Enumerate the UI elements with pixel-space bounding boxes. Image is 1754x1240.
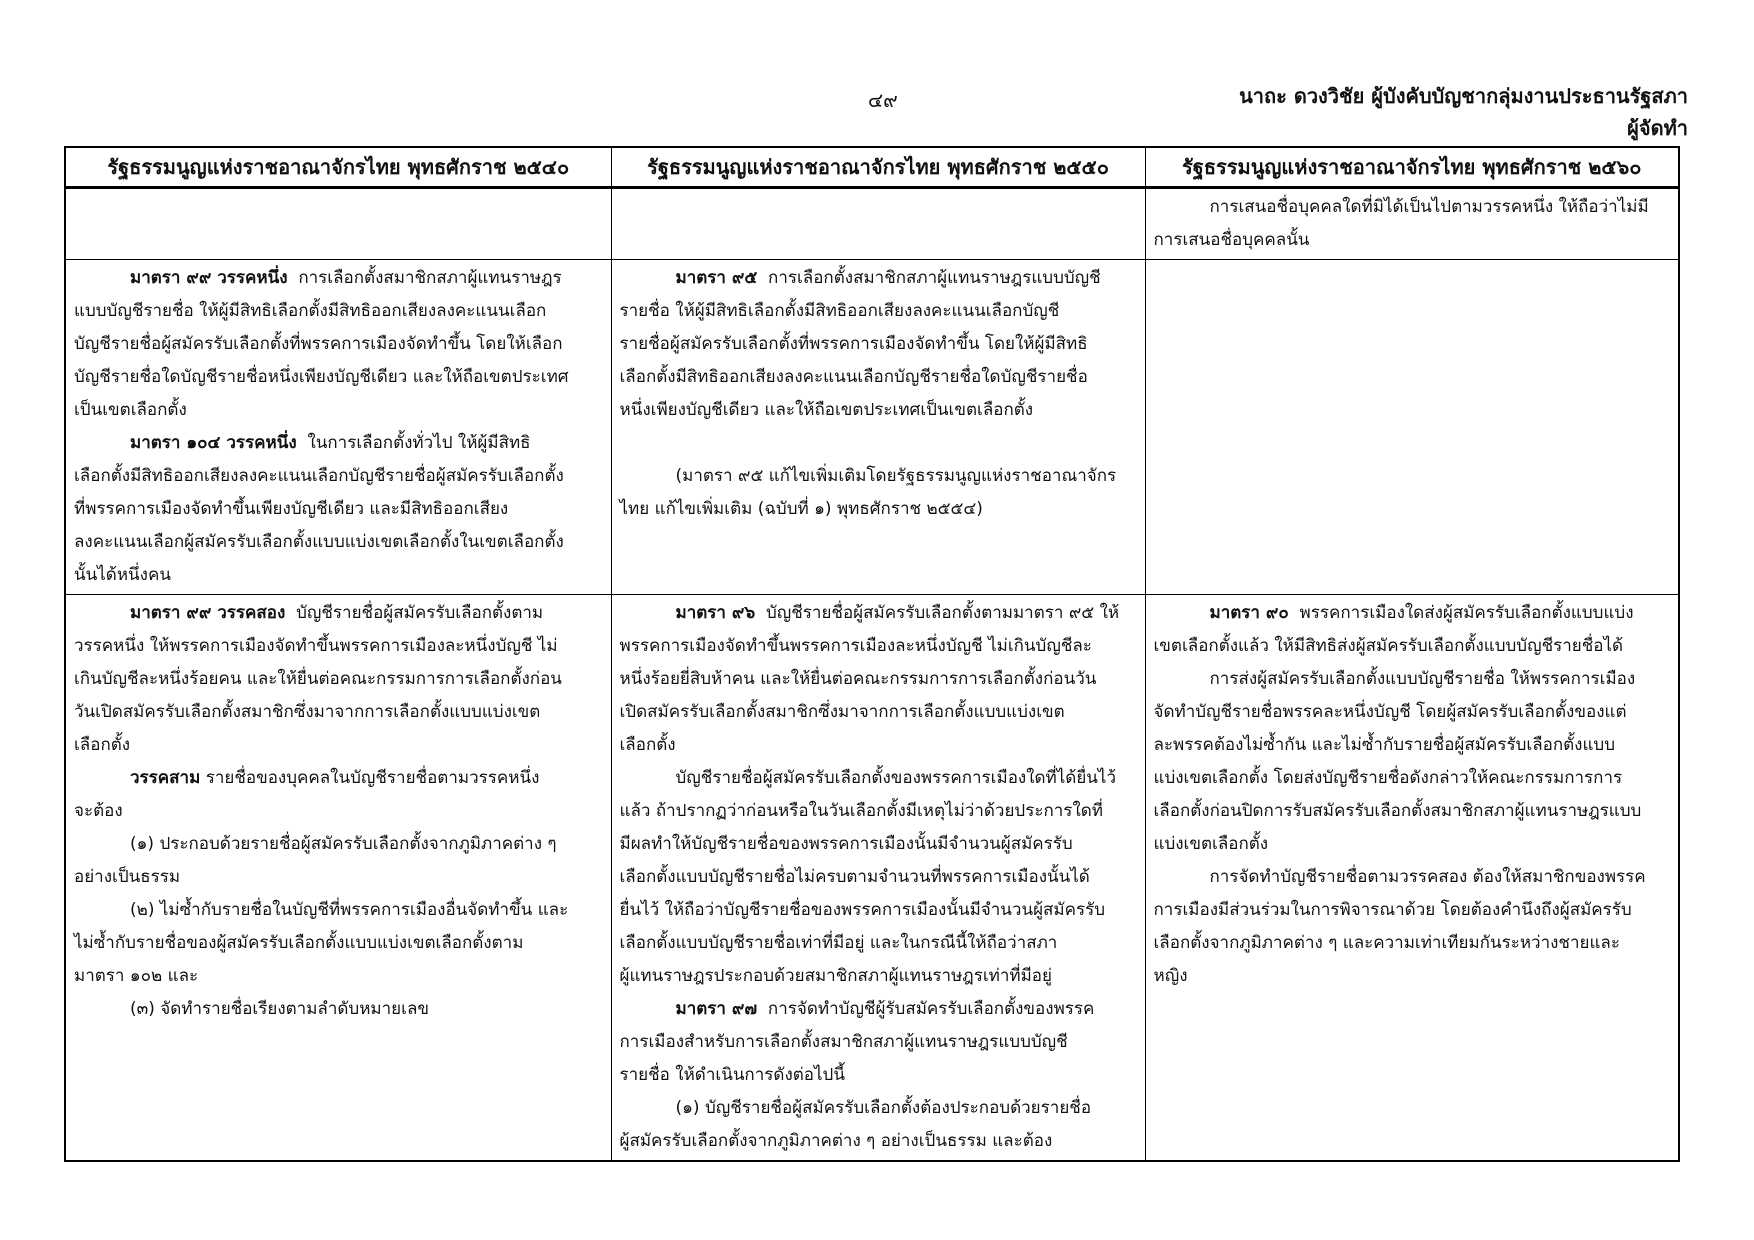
line-text: การเสนอชื่อบุคคลใดที่มิได้เป็นไปตามวรรคหนึ่ง ให้ถือว่าไม่มี bbox=[1209, 197, 1649, 217]
line-text: ผู้แทนราษฎรประกอบด้วยสมาชิกสภาผู้แทนราษฎรเท่าที่มีอยู่ bbox=[619, 966, 1052, 986]
cell-2560 bbox=[1145, 260, 1679, 595]
text-line bbox=[1154, 927, 1671, 960]
line-text: (๑) ประกอบด้วยรายชื่อผู้สมัครรับเลือกตั้งจากภูมิภาคต่าง ๆ bbox=[130, 834, 557, 854]
line-text: ลงคะแนนเลือกผู้สมัครรับเลือกตั้งแบบแบ่งเขตเลือกตั้งในเขตเลือกตั้ง bbox=[74, 532, 564, 552]
line-text: ไม่ซ้ำกับรายชื่อของผู้สมัครรับเลือกตั้งแบบแบ่งเขตเลือกตั้งตาม bbox=[74, 933, 524, 953]
line-text: เปิดสมัครรับเลือกตั้งสมาชิกซึ่งมาจากการเลือกตั้งแบบแบ่งเขต bbox=[619, 702, 1065, 722]
section-reference: มาตรา ๑๐๔ วรรคหนึ่ง bbox=[130, 433, 297, 453]
line-text: เลือกตั้งมีสิทธิออกเสียงลงคะแนนเลือกบัญชีรายชื่อใดบัญชีรายชื่อ bbox=[619, 367, 1088, 387]
text-line bbox=[620, 1092, 1137, 1125]
text-line bbox=[1154, 861, 1671, 894]
line-text: เป็นเขตเลือกตั้ง bbox=[74, 400, 187, 420]
page-number: ๔๙ bbox=[868, 88, 898, 112]
constitution-comparison-table bbox=[64, 146, 1680, 1162]
line-text: จะต้อง bbox=[74, 801, 123, 821]
text-line bbox=[74, 663, 603, 696]
line-text: การจัดทำบัญชีรายชื่อตามวรรคสอง ต้องให้สมาชิกของพรรค bbox=[1209, 867, 1646, 887]
text-line bbox=[620, 894, 1137, 927]
text-line bbox=[74, 993, 603, 1026]
text-line bbox=[1154, 729, 1671, 762]
line-text: ในการเลือกตั้งทั่วไป ให้ผู้มีสิทธิ bbox=[296, 433, 531, 453]
text-line bbox=[620, 597, 1137, 630]
line-text: รายชื่อของบุคคลในบัญชีรายชื่อตามวรรคหนึ่ง bbox=[200, 768, 540, 788]
text-line bbox=[620, 361, 1137, 394]
line-text: รายชื่อ ให้ผู้มีสิทธิเลือกตั้งมีสิทธิออกเสียงลงคะแนนเลือกบัญชี bbox=[619, 301, 1060, 321]
text-line bbox=[74, 460, 603, 493]
table-row bbox=[65, 595, 1679, 1162]
line-text: หนึ่งร้อยยี่สิบห้าคน และให้ยื่นต่อคณะกรรมการการเลือกตั้งก่อนวัน bbox=[619, 669, 1097, 689]
cell-2540 bbox=[65, 188, 611, 260]
section-reference: วรรคสาม bbox=[130, 768, 201, 788]
text-line bbox=[74, 493, 603, 526]
line-text: ที่พรรคการเมืองจัดทำขึ้นเพียงบัญชีเดียว และมีสิทธิออกเสียง bbox=[74, 499, 509, 519]
line-text: ยื่นไว้ ให้ถือว่าบัญชีรายชื่อของพรรคการเมืองนั้นมีจำนวนผู้สมัครรับ bbox=[619, 900, 1106, 920]
line-text: การเมืองมีส่วนร่วมในการพิจารณาด้วย โดยต้องคำนึงถึงผู้สมัครรับ bbox=[1153, 900, 1632, 920]
line-text: แล้ว ถ้าปรากฏว่าก่อนหรือในวันเลือกตั้งมีเหตุไม่ว่าด้วยประการใดที่ bbox=[619, 801, 1103, 821]
cell-2550 bbox=[611, 260, 1145, 595]
cell-2550 bbox=[611, 188, 1145, 260]
line-text: มีผลทำให้บัญชีรายชื่อของพรรคการเมืองนั้นมีจำนวนผู้สมัครรับ bbox=[619, 834, 1073, 854]
line-text: เลือกตั้ง bbox=[619, 735, 676, 755]
line-text: (มาตรา ๙๕ แก้ไขเพิ่มเติมโดยรัฐธรรมนูญแห่งราชอาณาจักร bbox=[675, 466, 1117, 486]
text-line bbox=[620, 328, 1137, 361]
text-line bbox=[620, 1125, 1137, 1158]
text-line bbox=[1154, 224, 1671, 257]
line-text: บัญชีรายชื่อใดบัญชีรายชื่อหนึ่งเพียงบัญชีเดียว และให้ถือเขตประเทศ bbox=[74, 367, 569, 387]
line-text: หนึ่งเพียงบัญชีเดียว และให้ถือเขตประเทศเป็นเขตเลือกตั้ง bbox=[619, 400, 1034, 420]
section-reference: มาตรา ๙๕ bbox=[675, 268, 758, 288]
line-text: ไทย แก้ไขเพิ่มเติม (ฉบับที่ ๑) พุทธศักราช ๒๕๕๔) bbox=[619, 499, 983, 519]
text-line bbox=[74, 861, 603, 894]
text-line bbox=[74, 960, 603, 993]
text-line bbox=[1154, 191, 1671, 224]
section-reference: มาตรา ๙๖ bbox=[675, 603, 756, 623]
text-line bbox=[74, 597, 603, 630]
line-text: วรรคหนึ่ง ให้พรรคการเมืองจัดทำขึ้นพรรคการเมืองละหนึ่งบัญชี ไม่ bbox=[74, 636, 558, 656]
text-line bbox=[620, 427, 1137, 460]
line-text: ผู้สมัครรับเลือกตั้งจากภูมิภาคต่าง ๆ อย่างเป็นธรรม และต้อง bbox=[619, 1131, 1053, 1151]
text-line bbox=[1154, 762, 1671, 795]
text-line bbox=[74, 559, 603, 592]
text-line bbox=[1154, 894, 1671, 927]
text-line bbox=[1154, 630, 1671, 663]
text-line bbox=[74, 295, 603, 328]
table-row bbox=[65, 260, 1679, 595]
line-text: เลือกตั้งแบบบัญชีรายชื่อเท่าที่มีอยู่ และในกรณีนี้ให้ถือว่าสภา bbox=[619, 933, 1058, 953]
line-text: การเลือกตั้งสมาชิกสภาผู้แทนราษฎรแบบบัญชี bbox=[757, 268, 1101, 288]
text-line bbox=[74, 729, 603, 762]
line-text: รายชื่อ ให้ดำเนินการดังต่อไปนี้ bbox=[619, 1065, 845, 1085]
line-text: แบ่งเขตเลือกตั้ง โดยส่งบัญชีรายชื่อดังกล่าวให้คณะกรรมการการ bbox=[1153, 768, 1623, 788]
text-line bbox=[620, 927, 1137, 960]
section-reference: มาตรา ๙๙ วรรคสอง bbox=[130, 603, 286, 623]
section-reference: มาตรา ๙๙ วรรคหนึ่ง bbox=[130, 268, 288, 288]
line-text: ละพรรคต้องไม่ซ้ำกัน และไม่ซ้ำกับรายชื่อผู้สมัครรับเลือกตั้งแบบ bbox=[1153, 735, 1615, 755]
line-text: บัญชีรายชื่อผู้สมัครรับเลือกตั้งตาม bbox=[285, 603, 544, 623]
text-line bbox=[620, 762, 1137, 795]
text-line bbox=[74, 262, 603, 295]
text-line bbox=[74, 361, 603, 394]
text-line bbox=[620, 861, 1137, 894]
text-line bbox=[74, 526, 603, 559]
text-line bbox=[620, 493, 1137, 526]
text-line bbox=[1154, 696, 1671, 729]
text-line bbox=[620, 960, 1137, 993]
line-text: เลือกตั้ง bbox=[74, 735, 131, 755]
line-text: การเมืองสำหรับการเลือกตั้งสมาชิกสภาผู้แทนราษฎรแบบบัญชี bbox=[619, 1032, 1068, 1052]
text-line bbox=[620, 1026, 1137, 1059]
table-row bbox=[65, 188, 1679, 260]
line-text: นั้นได้หนึ่งคน bbox=[74, 565, 171, 585]
text-line bbox=[620, 696, 1137, 729]
section-reference: มาตรา ๙๗ bbox=[675, 999, 758, 1019]
text-line bbox=[620, 1059, 1137, 1092]
text-line bbox=[74, 427, 603, 460]
text-line bbox=[620, 630, 1137, 663]
line-text: บัญชีรายชื่อผู้สมัครรับเลือกตั้งของพรรคการเมืองใดที่ได้ยื่นไว้ bbox=[675, 768, 1117, 788]
text-line bbox=[620, 394, 1137, 427]
text-line bbox=[620, 663, 1137, 696]
text-line bbox=[1154, 795, 1671, 828]
text-line bbox=[1154, 597, 1671, 630]
text-line bbox=[620, 729, 1137, 762]
column-header-2550: รัฐธรรมนูญแห่งราชอาณาจักรไทย พุทธศักราช ๒๕๕๐ bbox=[611, 147, 1145, 188]
line-text: เขตเลือกตั้งแล้ว ให้มีสิทธิส่งผู้สมัครรับเลือกตั้งแบบบัญชีรายชื่อได้ bbox=[1153, 636, 1624, 656]
text-line bbox=[620, 993, 1137, 1026]
line-text: เลือกตั้งจากภูมิภาคต่าง ๆ และความเท่าเทียมกันระหว่างชายและ bbox=[1153, 933, 1620, 953]
line-text: บัญชีรายชื่อผู้สมัครรับเลือกตั้งตามมาตรา ๙๕ ให้ bbox=[755, 603, 1120, 623]
line-text: (๑) บัญชีรายชื่อผู้สมัครรับเลือกตั้งต้องประกอบด้วยรายชื่อ bbox=[675, 1098, 1092, 1118]
text-line bbox=[620, 262, 1137, 295]
line-text: แบบบัญชีรายชื่อ ให้ผู้มีสิทธิเลือกตั้งมีสิทธิออกเสียงลงคะแนนเลือก bbox=[74, 301, 547, 321]
text-line bbox=[620, 828, 1137, 861]
line-text: มาตรา ๑๐๒ และ bbox=[74, 966, 199, 986]
text-line bbox=[74, 927, 603, 960]
column-header-2560: รัฐธรรมนูญแห่งราชอาณาจักรไทย พุทธศักราช ๒๕๖๐ bbox=[1145, 147, 1679, 188]
cell-2550 bbox=[611, 595, 1145, 1162]
line-text: อย่างเป็นธรรม bbox=[74, 867, 181, 887]
text-line bbox=[74, 328, 603, 361]
text-line bbox=[74, 828, 603, 861]
line-text: เกินบัญชีละหนึ่งร้อยคน และให้ยื่นต่อคณะกรรมการการเลือกตั้งก่อน bbox=[74, 669, 562, 689]
text-line bbox=[74, 762, 603, 795]
cell-2560 bbox=[1145, 595, 1679, 1162]
text-line bbox=[1154, 663, 1671, 696]
author-line-1: นาถะ ดวงวิชัย ผู้บังคับบัญชากลุ่มงานประธานรัฐสภา bbox=[1239, 84, 1688, 108]
text-line bbox=[74, 795, 603, 828]
text-line bbox=[620, 460, 1137, 493]
cell-2540 bbox=[65, 595, 611, 1162]
line-text: เลือกตั้งแบบบัญชีรายชื่อไม่ครบตามจำนวนที่พรรคการเมืองนั้นได้ bbox=[619, 867, 1090, 887]
line-text: วันเปิดสมัครรับเลือกตั้งสมาชิกซึ่งมาจากการเลือกตั้งแบบแบ่งเขต bbox=[74, 702, 541, 722]
line-text: บัญชีรายชื่อผู้สมัครรับเลือกตั้งที่พรรคการเมืองจัดทำขึ้น โดยให้เลือก bbox=[74, 334, 563, 354]
line-text: การส่งผู้สมัครรับเลือกตั้งแบบบัญชีรายชื่อ ให้พรรคการเมือง bbox=[1209, 669, 1636, 689]
line-text: หญิง bbox=[1153, 966, 1188, 986]
text-line bbox=[74, 696, 603, 729]
author-line-2: ผู้จัดทำ bbox=[1627, 116, 1688, 140]
cell-2560 bbox=[1145, 188, 1679, 260]
text-line bbox=[1154, 828, 1671, 861]
line-text: พรรคการเมืองใดส่งผู้สมัครรับเลือกตั้งแบบแบ่ง bbox=[1288, 603, 1634, 623]
section-reference: มาตรา ๙๐ bbox=[1209, 603, 1289, 623]
line-text: การจัดทำบัญชีผู้รับสมัครรับเลือกตั้งของพรรค bbox=[757, 999, 1095, 1019]
line-text: เลือกตั้งก่อนปิดการรับสมัครรับเลือกตั้งสมาชิกสภาผู้แทนราษฎรแบบ bbox=[1153, 801, 1642, 821]
line-text: เลือกตั้งมีสิทธิออกเสียงลงคะแนนเลือกบัญชีรายชื่อผู้สมัครรับเลือกตั้ง bbox=[74, 466, 564, 486]
text-line bbox=[620, 295, 1137, 328]
text-line bbox=[74, 630, 603, 663]
line-text: พรรคการเมืองจัดทำขึ้นพรรคการเมืองละหนึ่งบัญชี ไม่เกินบัญชีละ bbox=[619, 636, 1092, 656]
line-text: การเลือกตั้งสมาชิกสภาผู้แทนราษฎร bbox=[287, 268, 562, 288]
text-line bbox=[620, 795, 1137, 828]
text-line bbox=[1154, 960, 1671, 993]
line-text: แบ่งเขตเลือกตั้ง bbox=[1153, 834, 1269, 854]
line-text: การเสนอชื่อบุคคลนั้น bbox=[1153, 230, 1310, 250]
line-text: (๒) ไม่ซ้ำกับรายชื่อในบัญชีที่พรรคการเมืองอื่นจัดทำขึ้น และ bbox=[130, 900, 569, 920]
text-line bbox=[74, 894, 603, 927]
author-credit bbox=[1239, 80, 1688, 144]
line-text: (๓) จัดทำรายชื่อเรียงตามลำดับหมายเลข bbox=[130, 999, 429, 1019]
cell-2540 bbox=[65, 260, 611, 595]
line-text: จัดทำบัญชีรายชื่อพรรคละหนึ่งบัญชี โดยผู้สมัครรับเลือกตั้งของแต่ bbox=[1153, 702, 1627, 722]
text-line bbox=[74, 394, 603, 427]
table-header-row bbox=[65, 147, 1679, 188]
column-header-2540: รัฐธรรมนูญแห่งราชอาณาจักรไทย พุทธศักราช ๒๕๔๐ bbox=[65, 147, 611, 188]
line-text: รายชื่อผู้สมัครรับเลือกตั้งที่พรรคการเมืองจัดทำขึ้น โดยให้ผู้มีสิทธิ bbox=[619, 334, 1088, 354]
